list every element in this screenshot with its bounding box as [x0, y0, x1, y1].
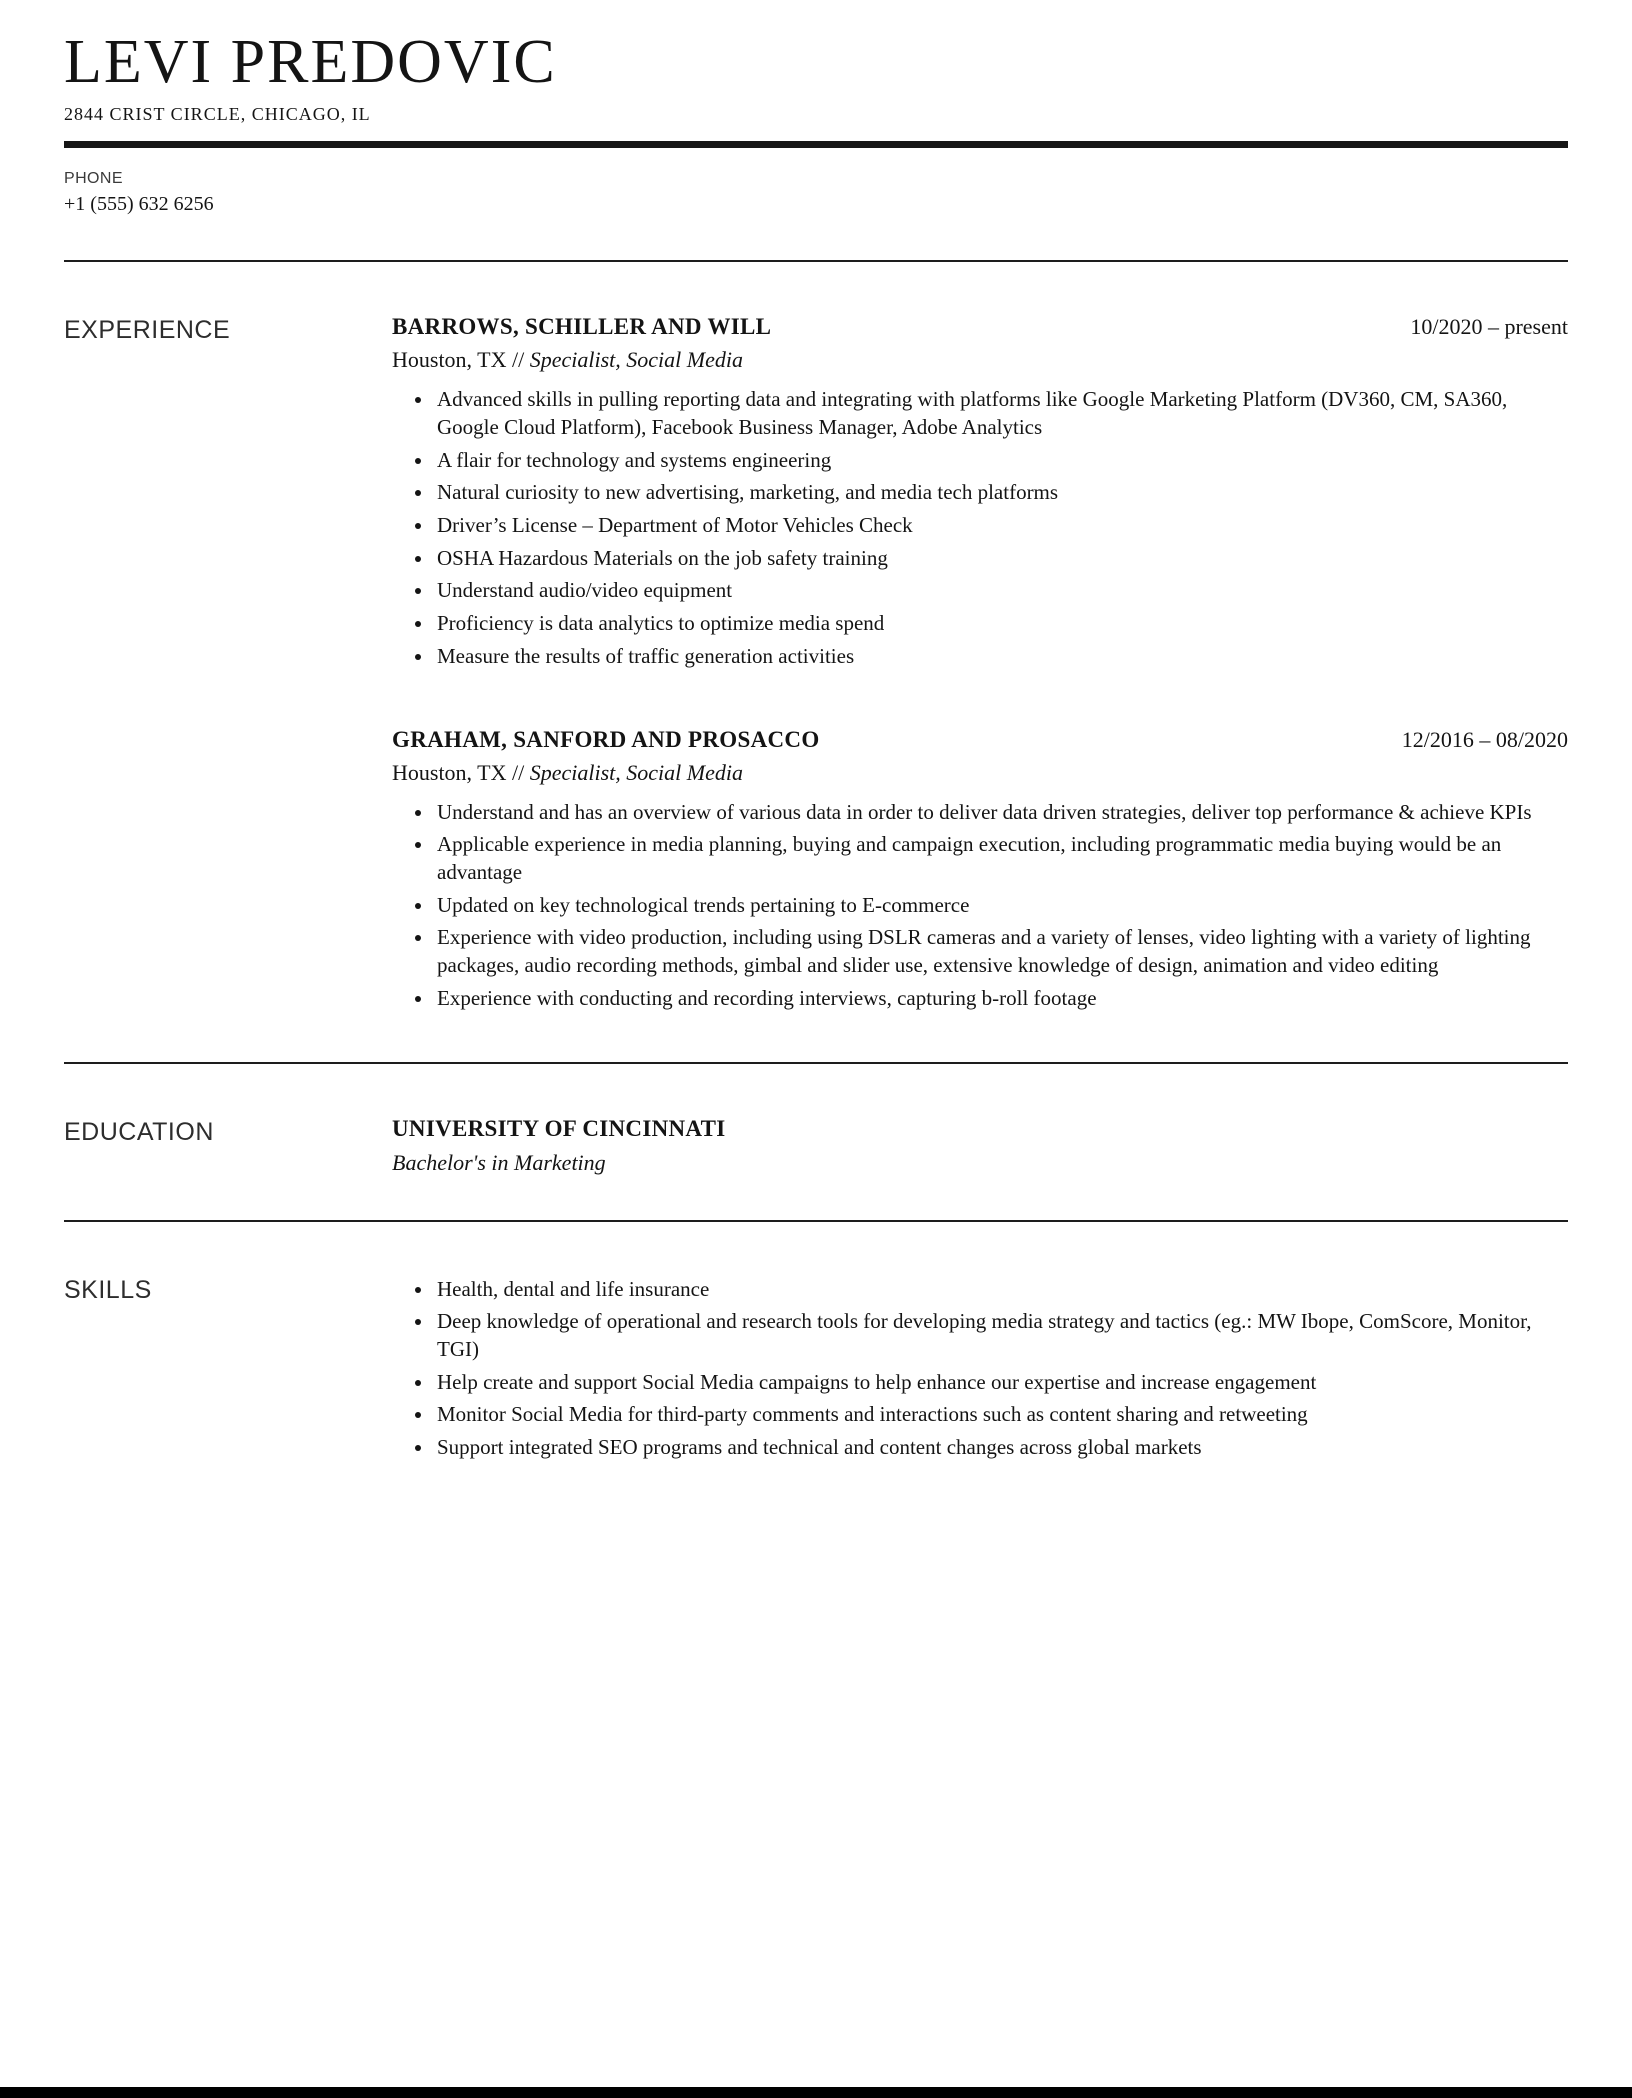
- job-entry: [392, 314, 1568, 670]
- job-dates: 10/2020 – present: [1410, 314, 1568, 340]
- experience-section: [64, 314, 1568, 1018]
- education-section: [64, 1116, 1568, 1176]
- company-name: GRAHAM, SANFORD AND PROSACCO: [392, 726, 820, 752]
- page-bottom-bar: [0, 2087, 1632, 2098]
- bullet-item: • Proficiency is data analytics to optimize media spend: [434, 610, 1568, 638]
- job-header: [392, 727, 1568, 753]
- bullet-item: • Measure the results of traffic generation activities: [434, 643, 1568, 671]
- skills-bullet-list: [392, 1276, 1568, 1462]
- person-name: LEVI PREDOVIC: [64, 28, 557, 96]
- degree: Bachelor's in Marketing: [392, 1149, 606, 1175]
- experience-content: [392, 314, 1568, 1018]
- education-content: [392, 1116, 1568, 1176]
- bullet-item: • Experience with video production, including using DSLR cameras and a variety of lenses, video lighting with a variety of lighting packages, audio recording methods, gimbal and slider use, extensive knowledge of design, animation and video editing: [434, 924, 1568, 979]
- phone-label: PHONE: [64, 170, 123, 188]
- contact-block: [64, 170, 1568, 216]
- bullet-item: • Applicable experience in media planning, buying and campaign execution, including programmatic media buying would be an advantage: [434, 831, 1568, 886]
- bullet-item: • Health, dental and life insurance: [434, 1276, 1568, 1304]
- bullet-item: • Support integrated SEO programs and technical and content changes across global markets: [434, 1434, 1568, 1462]
- school-name: UNIVERSITY OF CINCINNATI: [392, 1115, 726, 1141]
- job-dates: 12/2016 – 08/2020: [1401, 726, 1568, 752]
- phone-number: +1 (555) 632 6256: [64, 193, 214, 216]
- job-location: Houston, TX: [392, 759, 507, 785]
- skills-content: [392, 1274, 1568, 1467]
- job-separator: //: [512, 759, 525, 785]
- job-separator: //: [512, 347, 525, 373]
- skills-section-label: SKILLS: [64, 1275, 152, 1304]
- job-entry: [392, 727, 1568, 1013]
- bullet-item: • Help create and support Social Media campaigns to help enhance our expertise and increase engagement: [434, 1369, 1568, 1397]
- job-bullet-list: [392, 799, 1568, 1013]
- company-name: BARROWS, SCHILLER AND WILL: [392, 314, 772, 340]
- bullet-item: • A flair for technology and systems engineering: [434, 447, 1568, 475]
- education-section-label: EDUCATION: [64, 1117, 214, 1146]
- section-divider: [64, 260, 1568, 262]
- bullet-item: • Understand and has an overview of various data in order to deliver data driven strategies, deliver top performance & achieve KPIs: [434, 799, 1568, 827]
- job-title: Specialist, Social Media: [529, 759, 743, 785]
- bullet-item: • Advanced skills in pulling reporting data and integrating with platforms like Google Marketing Platform (DV360, CM, SA360, Google Cloud Platform), Facebook Business Manager, Adobe Analytics: [434, 386, 1568, 441]
- bullet-item: • Natural curiosity to new advertising, marketing, and media tech platforms: [434, 479, 1568, 507]
- job-subtitle: [392, 760, 1568, 786]
- job-location: Houston, TX: [392, 347, 507, 373]
- bullet-item: • Monitor Social Media for third-party comments and interactions such as content sharing and retweeting: [434, 1401, 1568, 1429]
- job-bullet-list: [392, 386, 1568, 670]
- resume-header: [64, 30, 1568, 125]
- bullet-item: • OSHA Hazardous Materials on the job safety training: [434, 545, 1568, 573]
- bullet-item: • Experience with conducting and recording interviews, capturing b-roll footage: [434, 985, 1568, 1013]
- skills-section: [64, 1274, 1568, 1467]
- bullet-item: • Updated on key technological trends pertaining to E-commerce: [434, 892, 1568, 920]
- job-header: [392, 314, 1568, 340]
- bullet-item: • Understand audio/video equipment: [434, 577, 1568, 605]
- section-divider: [64, 1062, 1568, 1064]
- bullet-item: • Driver’s License – Department of Motor Vehicles Check: [434, 512, 1568, 540]
- job-title: Specialist, Social Media: [529, 347, 743, 373]
- section-divider: [64, 1220, 1568, 1222]
- job-subtitle: [392, 347, 1568, 373]
- bullet-item: • Deep knowledge of operational and research tools for developing media strategy and tactics (eg.: MW Ibope, ComScore, Monitor, TGI): [434, 1308, 1568, 1363]
- experience-section-label: EXPERIENCE: [64, 316, 231, 345]
- person-address: 2844 CRIST CIRCLE, CHICAGO, IL: [64, 104, 371, 125]
- header-divider: [64, 141, 1568, 148]
